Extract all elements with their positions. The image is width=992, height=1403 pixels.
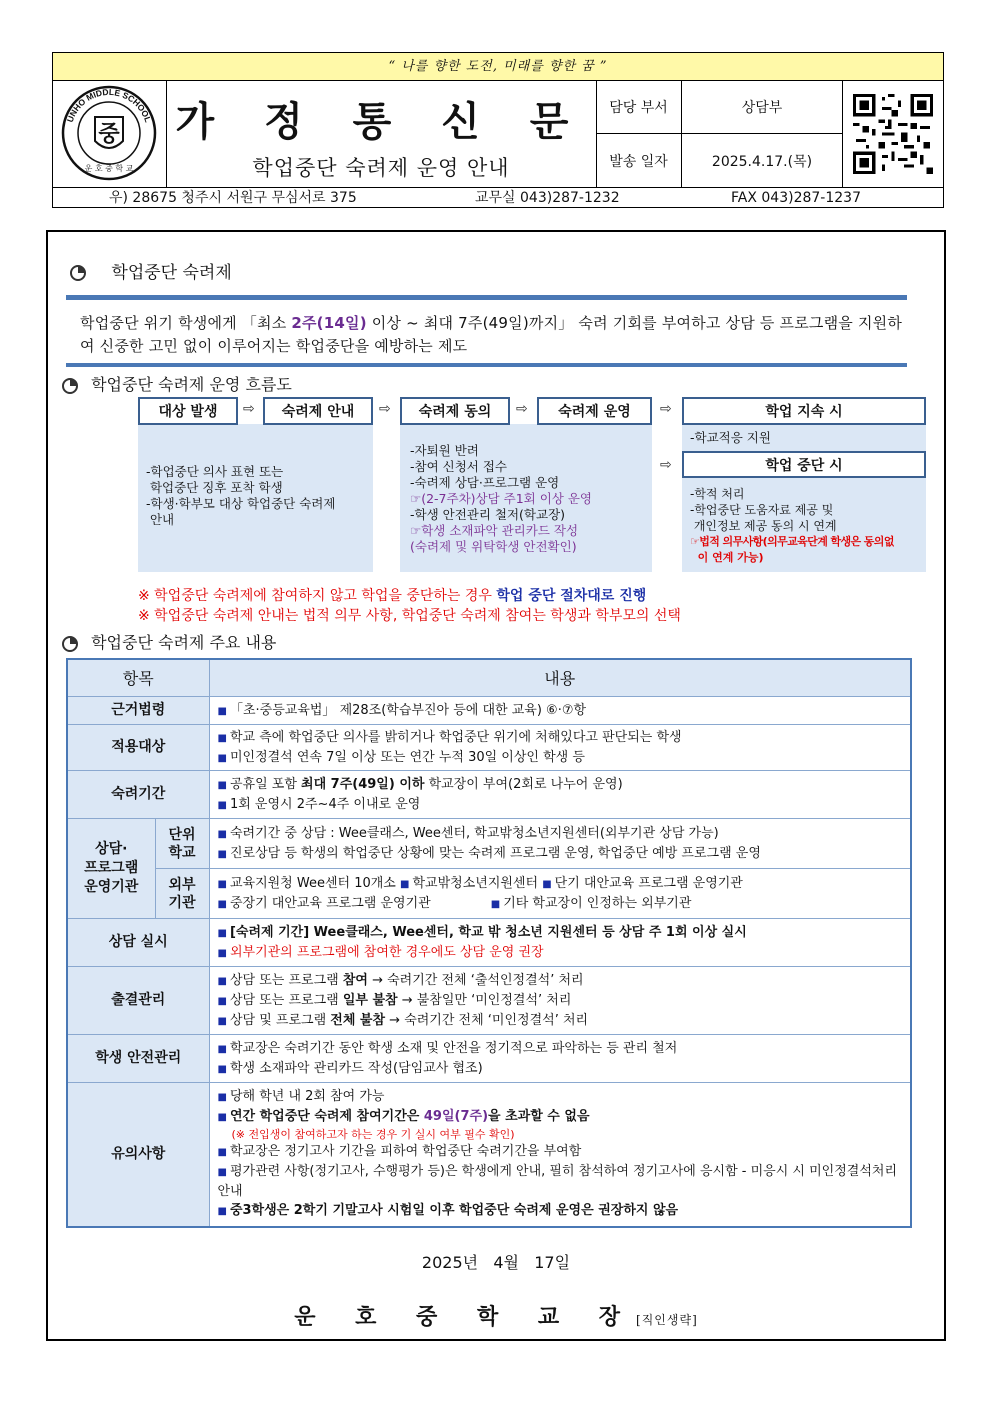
content-line: 외부기관의 프로그램에 참여한 경우에도 상담 운영 권장 [229, 944, 544, 960]
row-label: 상담· 프로그램 운영기관 [67, 819, 155, 919]
content-emphasis: 전체 불참 [330, 1012, 386, 1028]
panel2-line: -학생 안전관리 철저(학교장) [410, 507, 566, 522]
section-bullet-icon [70, 265, 86, 281]
content-line: 중장기 대안교육 프로그램 운영기관 [229, 895, 431, 911]
school-logo [59, 83, 159, 183]
section2-title: 학업중단 숙려제 운영 흐름도 [91, 375, 292, 394]
section2-heading [62, 372, 292, 395]
flow-arrow-icon: ⇨ [243, 401, 255, 417]
content-line: 기타 학교장이 인정하는 외부기관 [503, 895, 692, 911]
section1-title: 학업중단 숙려제 [111, 263, 232, 283]
fax-number: FAX 043)287-1237 [731, 190, 861, 206]
flow-arrow-icon: ⇨ [516, 401, 528, 417]
row-label: 숙려기간 [67, 771, 209, 819]
table-row-org-external [67, 869, 911, 919]
note1-text: ※ 학업중단 숙려제에 참여하지 않고 학업을 중단하는 경우 [138, 588, 497, 604]
flow-step-target: 대상 발생 [138, 397, 238, 425]
school-address: 우) 28675 청주시 서원구 무심서로 375 [109, 190, 357, 206]
section-bullet-icon [62, 378, 78, 394]
date-value: 2025.4.17.(목) [682, 134, 843, 187]
flow-step-guide: 숙려제 안내 [263, 397, 373, 425]
panel2-line: ☞(2-7주차)상담 주1회 이상 운영 [410, 491, 592, 506]
date-label: 발송 일자 [596, 134, 682, 187]
content-line: → 숙려기간 전체 ‘출석인정결석’ 처리 [367, 972, 584, 988]
section1-divider [66, 295, 907, 300]
flow-arrow-icon: ⇨ [660, 401, 672, 417]
panel2-line: (숙려제 및 위탁학생 안전확인) [410, 539, 577, 554]
signature [0, 1300, 992, 1331]
row-content: ■ 학교장은 숙려기간 동안 학생 소재 및 안전을 정기적으로 파악하는 등 관리 철저 ■ 학생 소재파악 관리카드 작성(담임교사 협조) [209, 1035, 911, 1083]
qr-code-icon[interactable] [853, 94, 933, 174]
content-line: 을 초과할 수 없음 [488, 1109, 590, 1125]
content-emphasis: 일부 불참 [342, 992, 398, 1008]
flow-step-consent: 숙려제 동의 [400, 397, 510, 425]
content-line: 상담 또는 프로그램 [229, 992, 343, 1008]
col-header-item: 항목 [67, 659, 209, 697]
dept-label: 담당 부서 [596, 80, 682, 134]
school-logo-cell [53, 80, 167, 187]
row-content: ■ 당해 학년 내 2회 참여 가능 ■ 연간 학업중단 숙려제 참여기간은 49일(7주)을 초과할 수 없음 (※ 전입생이 참여하고자 하는 경우 기 실시 여부 필수 확인) ■ 학교장은 정기고사 기간을 피하여 학업중단 숙려기간을 부여함 ■ 평가관련 사항(정기고사, 수행평가 등)은 학생에게 안내, 필히 참석하여 정기고사에 응시함 - 미응시 시 미인정결석처리 안내 ■ 중3학생은 2학기 기말고사 시험일 이후 학업중단 숙려제 운영은 권장하지 않음 [209, 1083, 911, 1227]
content-line: 중3학생은 2학기 기말고사 시험일 이후 학업중단 숙려제 운영은 권장하지 않음 [229, 1203, 679, 1219]
flow-drop-text [690, 486, 926, 566]
logo-ring-text: UNHO MIDDLE SCHOOL [64, 86, 154, 124]
panel2-line: ☞학생 소재파악 관리카드 작성 [410, 523, 579, 538]
page-title: 가 정 통 신 문 [175, 98, 587, 145]
flow-note-2: ※ 학업중단 숙려제 안내는 법적 의무 사항, 학업중단 숙려제 참여는 학생과 학부모의 선택 [138, 608, 681, 624]
col-header-content: 내용 [209, 659, 911, 697]
table-row-period [67, 771, 911, 819]
content-line: 교육지원청 Wee센터 10개소 [229, 875, 396, 891]
letter-header [52, 52, 944, 208]
content-line: 미인정결석 연속 7일 이상 또는 연간 누적 30일 이상인 학생 등 [229, 749, 585, 765]
qr-code-cell [843, 80, 943, 187]
content-line: 공휴일 포함 [229, 776, 302, 792]
row-content: ■ 교육지원청 Wee센터 10개소 ■ 학교밖청소년지원센터 ■ 단기 대안교육 프로그램 운영기관 ■ 중장기 대안교육 프로그램 운영기관 ■ 기타 학교장이 인정하는 외부기관 [209, 869, 911, 919]
content-line: 학교장이 부여(2회로 나누어 운영) [424, 776, 623, 792]
title-cell [166, 80, 597, 187]
content-line: 평가관련 사항(정기고사, 수행평가 등)은 학생에게 안내, 필히 참석하여 정기고사에 응시함 - 미응시 시 미인정결석처리 안내 [217, 1164, 897, 1200]
row-content: ■ 공휴일 포함 최대 7주(49일) 이하 학교장이 부여(2회로 나누어 운영) ■ 1회 운영시 2주~4주 이내로 운영 [209, 771, 911, 819]
table-row-attendance [67, 967, 911, 1035]
row-sublabel: 외부 기관 [155, 869, 209, 919]
flow-panel-2-text [410, 443, 650, 555]
content-line: 상담 및 프로그램 [229, 1012, 331, 1028]
panel1-line: 학업중단 징후 포착 학생 [146, 480, 283, 495]
flow-note-1 [138, 585, 646, 605]
drop-line: -학적 처리 [690, 487, 745, 501]
content-line: 단기 대안교육 프로그램 운영기관 [554, 875, 743, 891]
row-label: 적용대상 [67, 725, 209, 771]
row-content: ■ 「초·중등교육법」 제28조(학습부진아 등에 대한 교육) ⑥·⑦항 [209, 697, 911, 725]
section1-intro [80, 312, 910, 358]
content-line: 숙려기간 중 상담 : Wee클래스, Wee센터, 학교밖청소년지원센터(외부기관 상담 가능) [229, 825, 719, 841]
row-content: ■ 숙려기간 중 상담 : Wee클래스, Wee센터, 학교밖청소년지원센터(외부기관 상담 가능) ■ 진로상담 등 학생의 학업중단 상황에 맞는 숙려제 프로그램 운영, 학업중단 예방 프로그램 운영 [209, 819, 911, 869]
table-row-target [67, 725, 911, 771]
signer-name: 운 호 중 학 교 장 [294, 1304, 637, 1330]
content-line: → 불참일만 ‘미인정결석’ 처리 [397, 992, 572, 1008]
intro-highlight: 2주(14일) [291, 314, 367, 332]
row-content: ■ [숙려제 기간] Wee클래스, Wee센터, 학교 밖 청소년 지원센터 등 상담 주 1회 이상 실시 ■ 외부기관의 프로그램에 참여한 경우에도 상담 운영 권장 [209, 919, 911, 967]
content-emphasis: 최대 7주(49일) 이하 [301, 776, 425, 792]
flow-step-continue: 학업 지속 시 [682, 397, 926, 425]
row-content: ■ 학교 측에 학업중단 의사를 밝히거나 학업중단 위기에 처해있다고 판단되는 학생 ■ 미인정결석 연속 7일 이상 또는 연간 누적 30일 이상인 학생 등 [209, 725, 911, 771]
intro-part-c: 이상 ~ 최대 7주(49일)까지」 숙려 기회를 부여하고 상담 등 프로그램을 지원하여 신중한 고민 없이 이루어지는 학업중단을 예방하는 제도 [80, 314, 903, 355]
row-label: 유의사항 [67, 1083, 209, 1227]
intro-part-a: 학업중단 위기 학생에게 「최소 [80, 314, 292, 332]
table-row-law [67, 697, 911, 725]
main-content-table [66, 658, 912, 1228]
section1-heading [70, 258, 232, 283]
section3-heading [62, 630, 276, 653]
drop-line: 개인정보 제공 동의 시 연계 [690, 519, 837, 533]
issue-date: 2025년 4월 17일 [421, 1253, 571, 1272]
section1-divider-bottom [66, 363, 907, 367]
drop-line: -학업중단 도움자료 제공 및 [690, 503, 834, 517]
table-row-safety [67, 1035, 911, 1083]
content-line: 상담 또는 프로그램 [229, 972, 343, 988]
note1-emphasis: 학업 중단 절차대로 진행 [496, 588, 647, 604]
panel1-line: -학업중단 의사 표현 또는 [146, 464, 284, 479]
content-line: 「초·중등교육법」 제28조(학습부진아 등에 대한 교육) ⑥·⑦항 [229, 702, 587, 718]
content-line: → 숙려기간 전체 ‘미인정결석’ 처리 [385, 1012, 589, 1028]
drop-line: 이 연계 가능) [690, 551, 764, 564]
dept-value: 상담부 [682, 80, 843, 134]
flow-continue-text: -학교적응 지원 [690, 430, 771, 445]
content-emphasis: 49일(7주) [423, 1109, 489, 1125]
content-line: 학교장은 숙려기간 동안 학생 소재 및 안전을 정기적으로 파악하는 등 관리 철저 [229, 1040, 678, 1056]
content-line: 학교밖청소년지원센터 [412, 875, 539, 891]
row-label: 학생 안전관리 [67, 1035, 209, 1083]
row-sublabel: 단위 학교 [155, 819, 209, 869]
page-subtitle: 학업중단 숙려제 운영 안내 [252, 156, 510, 180]
panel2-line: -자퇴원 반려 [410, 443, 479, 458]
section3-title: 학업중단 숙려제 주요 내용 [91, 633, 277, 652]
panel1-line: 안내 [146, 512, 175, 527]
office-phone: 교무실 043)287-1232 [475, 190, 620, 206]
content-line: [숙려제 기간] Wee클래스, Wee센터, 학교 밖 청소년 지원센터 등 상담 주 1회 이상 실시 [229, 924, 747, 940]
drop-line: ☞법적 의무사항(의무교육단계 학생은 동의없 [690, 535, 894, 548]
logo-char: 중 [98, 121, 120, 147]
flow-step-operate: 숙려제 운영 [537, 397, 652, 425]
seal-note: [직인생략] [636, 1313, 698, 1327]
meta-table [596, 80, 843, 187]
content-line: 1회 운영시 2주~4주 이내로 운영 [229, 796, 421, 812]
flow-arrow-icon: ⇨ [379, 401, 391, 417]
logo-ring-text-ko: 운 호 중 학 교 [84, 164, 134, 173]
flow-step-drop: 학업 중단 시 [682, 451, 926, 478]
panel2-line: -숙려제 상담·프로그램 운영 [410, 475, 560, 490]
content-line: 학생 소재파악 관리카드 작성(담임교사 협조) [229, 1060, 483, 1076]
content-line: 진로상담 등 학생의 학업중단 상황에 맞는 숙려제 프로그램 운영, 학업중단 예방 프로그램 운영 [229, 845, 761, 861]
row-label: 출결관리 [67, 967, 209, 1035]
flow-arrow-icon: ⇨ [660, 457, 672, 473]
table-header-row [67, 659, 911, 697]
row-label: 근거법령 [67, 697, 209, 725]
row-label: 상담 실시 [67, 919, 209, 967]
content-line: 학교장은 정기고사 기간을 피하여 학업중단 숙려기간을 부여함 [229, 1144, 582, 1160]
row-content: ■ 상담 또는 프로그램 참여 → 숙려기간 전체 ‘출석인정결석’ 처리 ■ 상담 또는 프로그램 일부 불참 → 불참일만 ‘미인정결석’ 처리 ■ 상담 및 프로그램 전체 불참 → 숙려기간 전체 ‘미인정결석’ 처리 [209, 967, 911, 1035]
table-row-counsel [67, 919, 911, 967]
content-line: 연간 학업중단 숙려제 참여기간은 [229, 1109, 424, 1125]
flow-panel-1-text [146, 464, 372, 528]
content-line: 당해 학년 내 2회 참여 가능 [229, 1089, 385, 1105]
content-line: (※ 전입생이 참여하고자 하는 경우 기 실시 여부 필수 확인) [231, 1128, 515, 1142]
content-emphasis: 참여 [342, 972, 368, 988]
content-line: 학교 측에 학업중단 의사를 밝히거나 학업중단 위기에 처해있다고 판단되는 학생 [229, 729, 682, 745]
table-row-org-school [67, 819, 911, 869]
panel1-line: -학생·학부모 대상 학업중단 숙려제 [146, 496, 336, 511]
school-motto: “ 나를 향한 도전, 미래를 향한 꿈 ” [53, 53, 943, 81]
table-row-caution [67, 1083, 911, 1227]
address-bar [53, 187, 943, 208]
panel2-line: -참여 신청서 접수 [410, 459, 507, 474]
section-bullet-icon [62, 636, 78, 652]
